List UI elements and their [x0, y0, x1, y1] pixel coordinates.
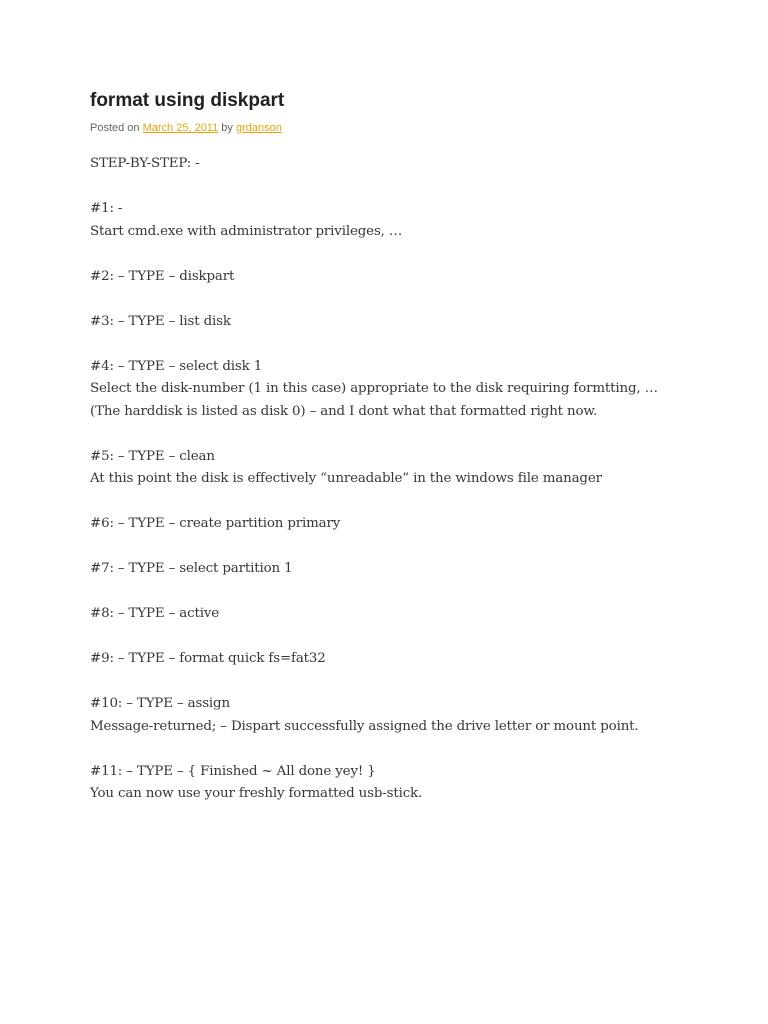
content-line: STEP-BY-STEP: -: [90, 156, 200, 171]
post-title: format using diskpart: [90, 90, 285, 111]
content-line: (The harddisk is listed as disk 0) – and I dont what that formatted right now.: [90, 403, 598, 419]
content-line: #2: – TYPE – diskpart: [90, 268, 235, 284]
content-paragraph: [90, 311, 730, 334]
content-paragraph: [90, 648, 730, 671]
content-paragraph: [90, 266, 730, 289]
content-line: Start cmd.exe with administrator privileges, …: [90, 223, 403, 239]
content-paragraph: [90, 153, 730, 176]
content-paragraph: [90, 558, 730, 581]
content-line: #8: – TYPE – active: [90, 606, 220, 621]
content-line: #10: – TYPE – assign: [90, 696, 230, 711]
content-line: #7: – TYPE – select partition 1: [90, 561, 293, 576]
author-link[interactable]: grdanson: [235, 122, 282, 134]
content-paragraph: [90, 603, 730, 626]
content-paragraph: [90, 198, 730, 243]
content-line: #5: – TYPE – clean: [90, 448, 215, 464]
content-paragraph: [90, 356, 730, 424]
content-line: #11: – TYPE – { Finished ~ All done yey! }: [90, 763, 376, 779]
content-line: Select the disk-number (1 in this case) appropriate to the disk requiring formtting, …: [90, 381, 658, 396]
post-meta: [90, 121, 730, 135]
post-article: [90, 88, 730, 828]
content-line: #9: – TYPE – format quick fs=fat32: [90, 651, 326, 666]
posted-on-label: Posted on: [90, 122, 140, 134]
content-line: You can now use your freshly formatted usb-stick.: [90, 786, 423, 801]
content-paragraph: [90, 693, 730, 738]
content-line: #1: -: [90, 201, 123, 216]
post-content: [90, 153, 730, 806]
content-paragraph: [90, 761, 730, 806]
content-line: #6: – TYPE – create partition primary: [90, 516, 341, 531]
by-label: by: [221, 122, 233, 134]
content-paragraph: [90, 446, 730, 491]
content-line: Message-returned; – Dispart successfully assigned the drive letter or mount point.: [90, 718, 639, 734]
post-date-link[interactable]: March 25, 2011: [142, 122, 219, 134]
content-paragraph: [90, 513, 730, 536]
content-line: #4: – TYPE – select disk 1: [90, 358, 263, 374]
content-line: #3: – TYPE – list disk: [90, 313, 231, 329]
content-line: At this point the disk is effectively “unreadable” in the windows file manager: [90, 471, 602, 486]
